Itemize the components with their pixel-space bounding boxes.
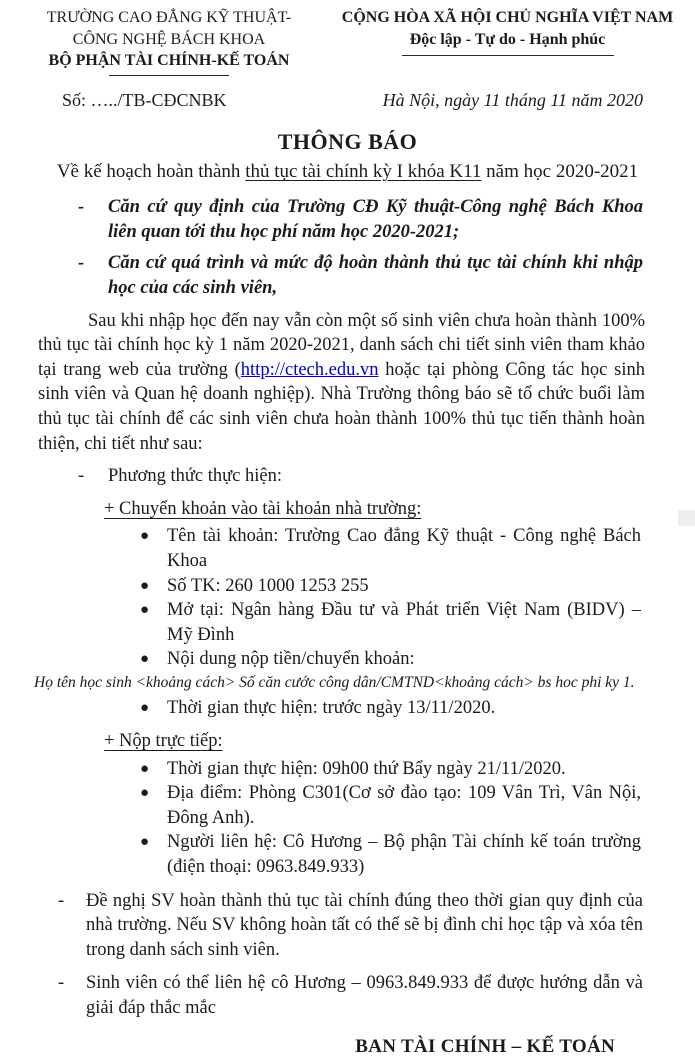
national-motto-block — [328, 7, 687, 76]
bullet-marker: ● — [140, 785, 150, 802]
intro-paragraph — [0, 308, 695, 457]
direct-location: Địa điểm: Phòng C301(Cơ sở đào tạo: 109 Vân Trì, Vân Nội, Đông Anh). — [167, 783, 641, 828]
header-right-underline — [402, 55, 614, 56]
account-name: Tên tài khoản: Trường Cao đẳng Kỹ thuật - Công nghệ Bách Khoa — [167, 526, 641, 571]
bullet-marker: ● — [140, 834, 150, 851]
org-name-line2: CÔNG NGHỆ BÁCH KHOA — [72, 30, 266, 48]
dash-marker: - — [78, 197, 85, 218]
transfer-bullet-list — [0, 524, 695, 672]
closing-list — [0, 889, 695, 1021]
issuing-org-block — [10, 7, 328, 76]
account-number: Số TK: 260 1000 1253 255 — [167, 575, 369, 596]
bullet-marker: ● — [140, 760, 150, 777]
transfer-content-label: Nội dung nộp tiền/chuyển khoản: — [167, 649, 415, 670]
list-item — [0, 195, 695, 244]
transfer-deadline-list — [0, 696, 695, 721]
dash-marker: - — [58, 890, 65, 911]
doc-title: THÔNG BÁO — [277, 128, 418, 154]
closing-contact: Sinh viên có thể liên hệ cô Hương – 0963.849.933 để được hướng dẫn và giải đáp thắc mắc — [86, 973, 643, 1018]
list-item — [0, 830, 695, 879]
basis-item-2: Căn cứ quá trình và mức độ hoàn thành thủ tục tài chính khi nhập học của các sinh viên, — [108, 253, 643, 299]
subtitle-post: năm học 2020-2021 — [481, 160, 639, 182]
subtitle-underlined: thủ tục tài chính kỳ I khóa K11 — [245, 160, 482, 182]
transfer-syntax-note: Họ tên học sinh <khoảng cách> Số căn cước công dân/CMTND<khoảng cách> bs hoc phi ky 1. — [34, 673, 635, 691]
list-item — [0, 251, 695, 300]
list-item — [0, 781, 695, 830]
list-item — [0, 971, 695, 1020]
transfer-heading: + Chuyển khoản vào tài khoản nhà trường: — [104, 498, 422, 519]
closing-warning: Đề nghị SV hoàn thành thủ tục tài chính đúng theo thời gian quy định của nhà trường. Nếu SV không hoàn tất có thể sẽ bị đình chỉ học tập và xóa tên trong danh sách sinh viên. — [86, 890, 643, 960]
list-item — [0, 757, 695, 782]
list-item — [0, 524, 695, 573]
national-title: CỘNG HÒA XÃ HỘI CHỦ NGHĨA VIỆT NAM — [341, 9, 674, 26]
method-label: Phương thức thực hiện: — [108, 466, 282, 487]
bank-name: Mở tại: Ngân hàng Đầu tư và Phát triển Việt Nam (BIDV) – Mỹ Đình — [167, 600, 641, 645]
list-item — [0, 696, 695, 721]
direct-time: Thời gian thực hiện: 09h00 thứ Bẩy ngày 21/11/2020. — [167, 758, 566, 779]
signature-block: BAN TÀI CHÍNH – KẾ TOÁN — [355, 1035, 615, 1057]
paragraph-post: hoặc tại phòng Công tác học sinh sinh viên và Quan hệ doanh nghiệp). Nhà Trường thông báo sẽ tổ chức buổi làm thủ tục tài chính để các sinh viên chưa hoàn thành 100% thủ tục tiến thành hoàn thiện, chi tiết như sau: — [38, 359, 645, 454]
bullet-marker: ● — [140, 602, 150, 619]
dash-marker: - — [78, 466, 85, 487]
subtitle-pre: Về kế hoạch hoàn thành — [56, 160, 246, 182]
basis-list — [0, 195, 695, 300]
org-name-line1: TRƯỜNG CAO ĐẲNG KỸ THUẬT- — [46, 9, 292, 26]
doc-subtitle — [0, 159, 695, 184]
scan-artifact — [678, 510, 695, 526]
national-motto: Độc lập - Tự do - Hạnh phúc — [409, 31, 606, 49]
dash-marker: - — [78, 253, 85, 274]
direct-contact: Người liên hệ: Cô Hương – Bộ phận Tài chính kế toán trường (điện thoại: 0963.849.933) — [167, 832, 641, 877]
list-item — [0, 647, 695, 672]
paragraph-pre: Sau khi nhập học đến nay vẫn còn một số sinh viên chưa hoàn thành 100% thủ tục tài chính học kỳ 1 năm 2020-2021, danh sách chi tiết sinh viên tham khảo tại trang web của trường ( — [38, 310, 645, 380]
doc-date: Hà Nội, ngày 11 tháng 11 năm 2020 — [382, 89, 643, 110]
bullet-marker: ● — [140, 700, 150, 717]
doc-meta-row — [0, 76, 695, 113]
method-line — [0, 456, 695, 489]
bullet-marker: ● — [140, 651, 150, 668]
transfer-deadline: Thời gian thực hiện: trước ngày 13/11/2020. — [167, 698, 496, 719]
dash-marker: - — [58, 973, 65, 994]
direct-bullet-list — [0, 757, 695, 880]
doc-number: Số: …../TB-CĐCNBK — [62, 89, 227, 110]
header-left-underline — [109, 75, 229, 76]
list-item — [0, 598, 695, 647]
document-header — [0, 0, 695, 76]
bullet-marker: ● — [140, 528, 150, 545]
list-item — [0, 574, 695, 599]
org-department: BỘ PHẬN TÀI CHÍNH-KẾ TOÁN — [48, 52, 290, 70]
bullet-marker: ● — [140, 577, 150, 594]
school-website-link[interactable]: http://ctech.edu.vn — [240, 359, 379, 380]
list-item — [0, 889, 695, 963]
basis-item-1: Căn cứ quy định của Trường CĐ Kỹ thuật-Công nghệ Bách Khoa liên quan tới thu học phí năm học 2020-2021; — [108, 197, 643, 242]
direct-heading: + Nộp trực tiếp: — [104, 730, 223, 751]
